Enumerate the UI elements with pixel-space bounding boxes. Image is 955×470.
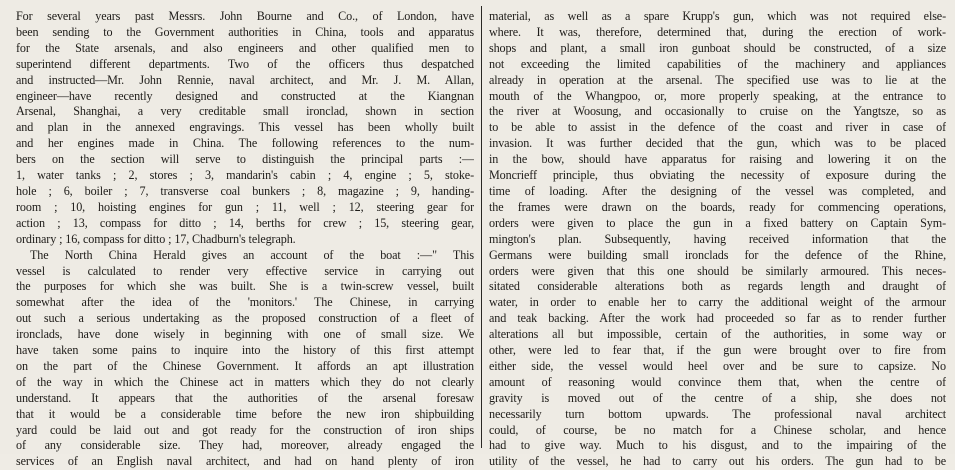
text-line: had to give way. Much to his disgust, and to the impairing of the [489,438,946,453]
text-line: have taken some pains to inquire into the history of this first attempt [16,343,474,358]
text-line: could, of course, be no match for a Chinese scholar, and hence [489,422,946,437]
text-line: bers on the section will serve to distinguish the principal parts :— [16,152,474,167]
text-line: gravity is moved out of the centre of a ship, she does not [489,390,946,405]
text-line: and instructed—Mr. John Rennie, naval architect, and Mr. J. M. Allan, [16,72,474,87]
text-line: necessarily turn bottom upwards. The professional naval architect [489,406,946,421]
text-line: ironclads, have done wisely in beginning with one of small size. We [16,327,474,342]
text-line: hole ; 6, boiler ; 7, transverse coal bunkers ; 8, magazine ; 9, handing- [16,183,474,198]
text-line: water, in order to enable her to carry the additional weight of the armour [489,295,946,310]
text-line: and teak backing. After the work had proceeded so far as to render further [489,311,946,326]
text-line: alterations all but impossible, certain of the authorities, in some way or [489,327,946,342]
text-line: Moncrieff principle, thus obviating the necessity of exposure during the [489,168,946,183]
text-line: and her engines made in China. The following references to the num- [16,136,474,151]
text-line: and plan in the annexed engravings. This vessel has been wholly built [16,120,474,135]
text-line: somewhat after the idea of the 'monitors.' The Chinese, in carrying [16,295,474,310]
text-line: out such a serious undertaking as the proposed construction of a fleet of [16,311,474,326]
text-line: yard could be laid out and got ready for the construction of iron ships [16,422,474,437]
text-line: Germans were building small ironclads for the defence of the Rhine, [489,247,946,262]
text-line: time of loading. After the designing of the vessel was completed, and [489,183,946,198]
right-text-column [489,9,946,470]
column-divider [481,6,482,448]
text-line: the river at Woosung, and occasionally to cruise on the Yangtsze, so as [489,104,946,119]
text-line: services of an English naval architect, and had on hand plenty of iron [16,454,474,469]
text-line: been sending to the Government authorities in China, tools and apparatus [16,24,474,39]
text-line: for the State arsenals, and also engineers and other qualified men to [16,40,474,55]
text-line: sitated considerable alterations both as regards length and draught of [489,279,946,294]
text-line: orders were given that this one should be similarly armoured. This neces- [489,263,946,278]
text-line: the frames were drawn on the boards, ready for commencing operations, [489,199,946,214]
text-line: either side, the vessel would heel over and be sure to capsize. No [489,358,946,373]
text-line: mington's plan. Subsequently, having received information that the [489,231,946,246]
text-line: in the bow, should have apparatus for raising and lowering it on the [489,152,946,167]
text-line: where. It was, therefore, determined that, during the erection of work- [489,24,946,39]
text-line: understand. It appears that the authorities of the arsenal foresaw [16,390,474,405]
text-line: of any considerable size. They had, moreover, already engaged the [16,438,474,453]
text-line: 1, water tanks ; 2, stores ; 3, mandarin's cabin ; 4, engine ; 5, stoke- [16,168,474,183]
text-line: other, were led to fear that, if the gun were brought over to fire from [489,343,946,358]
text-line: vessel is calculated to render very effective service in carrying out [16,263,474,278]
left-text-column [16,9,474,470]
text-line: material, as well as a spare Krupp's gun, which was not required else- [489,9,946,23]
text-line: mouth of the Whangpoo, or, more properly speaking, at the entrance to [489,88,946,103]
text-line: not exceeding the limited capabilities of the machinery and appliances [489,56,946,71]
text-line: superintend different departments. Two of the officers thus despatched [16,56,474,71]
text-line: orders were given to place the gun in a fixed battery on Captain Sym- [489,215,946,230]
text-line: of the way in which the Chinese act in matters which they do not clearly [16,374,474,389]
text-line: For several years past Messrs. John Bourne and Co., of London, have [16,9,474,23]
text-line: ordinary ; 16, compass for ditto ; 17, Chadburn's telegraph. [16,231,296,246]
text-line: on the part of the Chinese Government. It affords an apt illustration [16,358,474,373]
text-line: shops and plant, a small iron gunboat should be constructed, of a size [489,40,946,55]
text-line: to be able to assist in the defence of the coast and river in case of [489,120,946,135]
text-line: room ; 10, hoisting engines for gun ; 11, well ; 12, steering gear for [16,199,474,214]
text-line: utility of the vessel, he had to carry out his orders. The gun had to be [489,454,946,469]
text-line: engineer—have recently designed and constructed at the Kiangnan [16,88,474,103]
text-line: the purposes for which she was built. She is a twin-screw vessel, built [16,279,474,294]
text-line: The North China Herald gives an account of the boat :—" This [30,247,474,262]
text-line: action ; 13, compass for ditto ; 14, berths for crew ; 15, steering gear, [16,215,474,230]
text-line: Arsenal, Shanghai, a very creditable small ironclad, shown in section [16,104,474,119]
text-line: invasion. It was further decided that the gun, which was to be placed [489,136,946,151]
text-line: already in operation at the arsenal. The specified use was to lie at the [489,72,946,87]
text-line: that it would be a considerable time before the new iron shipbuilding [16,406,474,421]
text-line: amount of reasoning would convince them that, when the centre of [489,374,946,389]
